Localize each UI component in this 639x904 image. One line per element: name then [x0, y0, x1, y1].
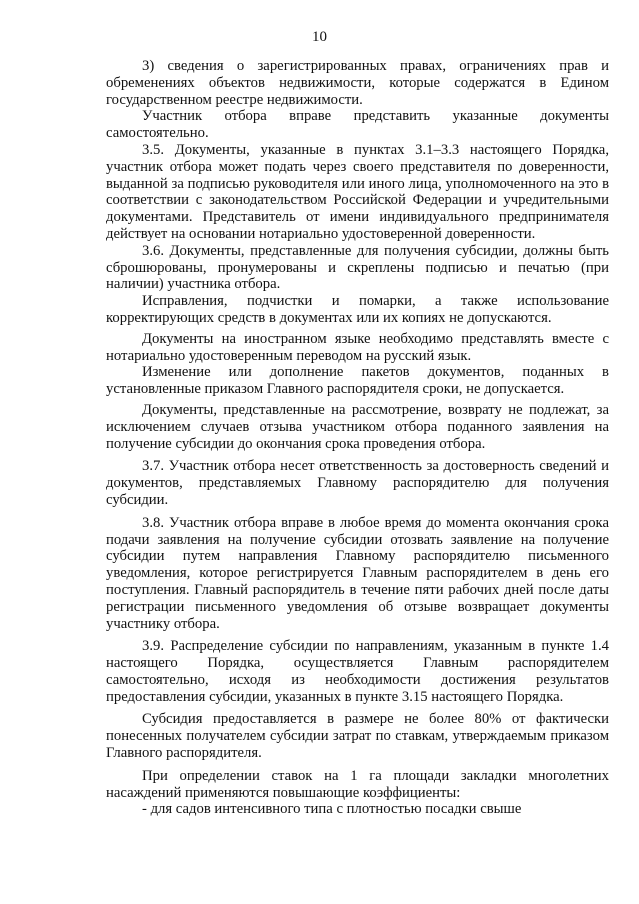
paragraph-3-9: 3.9. Распределение субсидии по направлениям, указанным в пункте 1.4 настоящего Порядка, осуществляется Главным распорядителем самостоятельно, исходя из необходимости достижения результатов предоставления субсидии, указанных в пункте 3.15 настоящего Порядка. [106, 638, 609, 705]
paragraph-3-7: 3.7. Участник отбора несет ответственность за достоверность сведений и документов, представляемых Главному распорядителю для получения субсидии. [106, 458, 609, 508]
paragraph-coefficients: При определении ставок на 1 га площади закладки многолетних насаждений применяются повышающие коэффициенты: [106, 767, 609, 801]
paragraph-3-6: 3.6. Документы, представленные для получения субсидии, должны быть сброшюрованы, пронумерованы и скреплены подписью и печатью (при наличии) участника отбора. [106, 242, 609, 293]
paragraph-foreign-language: Документы на иностранном языке необходимо представлять вместе с нотариально удостоверенным переводом на русский язык. [106, 330, 609, 364]
paragraph-no-return: Документы, представленные на рассмотрение, возврату не подлежат, за исключением случаев отзыва участником отбора поданного заявления на получение субсидии до окончания срока проведения отбора. [106, 401, 609, 452]
paragraph-3-8: 3.8. Участник отбора вправе в любое время до момента окончания срока подачи заявления на получение субсидии отозвать заявление на получение субсидии путем направления Главному распорядителю письменного уведомления, которое регистрируется Главным распорядителем в день его поступления. Главный распорядитель в течение пяти рабочих дней после даты регистрации письменного уведомления об отзыве возвращает документы участнику отбора. [106, 514, 609, 632]
list-item-intensive-gardens: - для садов интенсивного типа с плотностью посадки свыше [142, 801, 522, 818]
paragraph-subsidy-size: Субсидия предоставляется в размере не более 80% от фактически понесенных получателем субсидии затрат по ставкам, утверждаемым приказом Главного распорядителя. [106, 711, 609, 762]
paragraph-self-submission: Участник отбора вправе представить указанные документы самостоятельно. [106, 108, 609, 142]
paragraph-3-5: 3.5. Документы, указанные в пунктах 3.1–3.3 настоящего Порядка, участник отбора может подать через своего представителя по доверенности, выданной за подписью руководителя или иного лица, уполномоченного на это в соответствии с законодательством Российской Федерации и учредительными документами. Представитель от имени индивидуального предпринимателя действует на основании нотариально удостоверенной доверенности. [106, 141, 609, 242]
paragraph-changes: Изменение или дополнение пакетов документов, поданных в установленные приказом Главного распорядителя сроки, не допускается. [106, 364, 609, 398]
paragraph-3-3: 3) сведения о зарегистрированных правах, ограничениях прав и обременениях объектов недвижимости, которые содержатся в Едином государственном реестре недвижимости. [106, 58, 609, 108]
page-number: 10 [312, 29, 327, 45]
paragraph-corrections: Исправления, подчистки и помарки, а также использование корректирующих средств в документах или их копиях не допускаются. [106, 293, 609, 326]
document-body [106, 58, 609, 818]
